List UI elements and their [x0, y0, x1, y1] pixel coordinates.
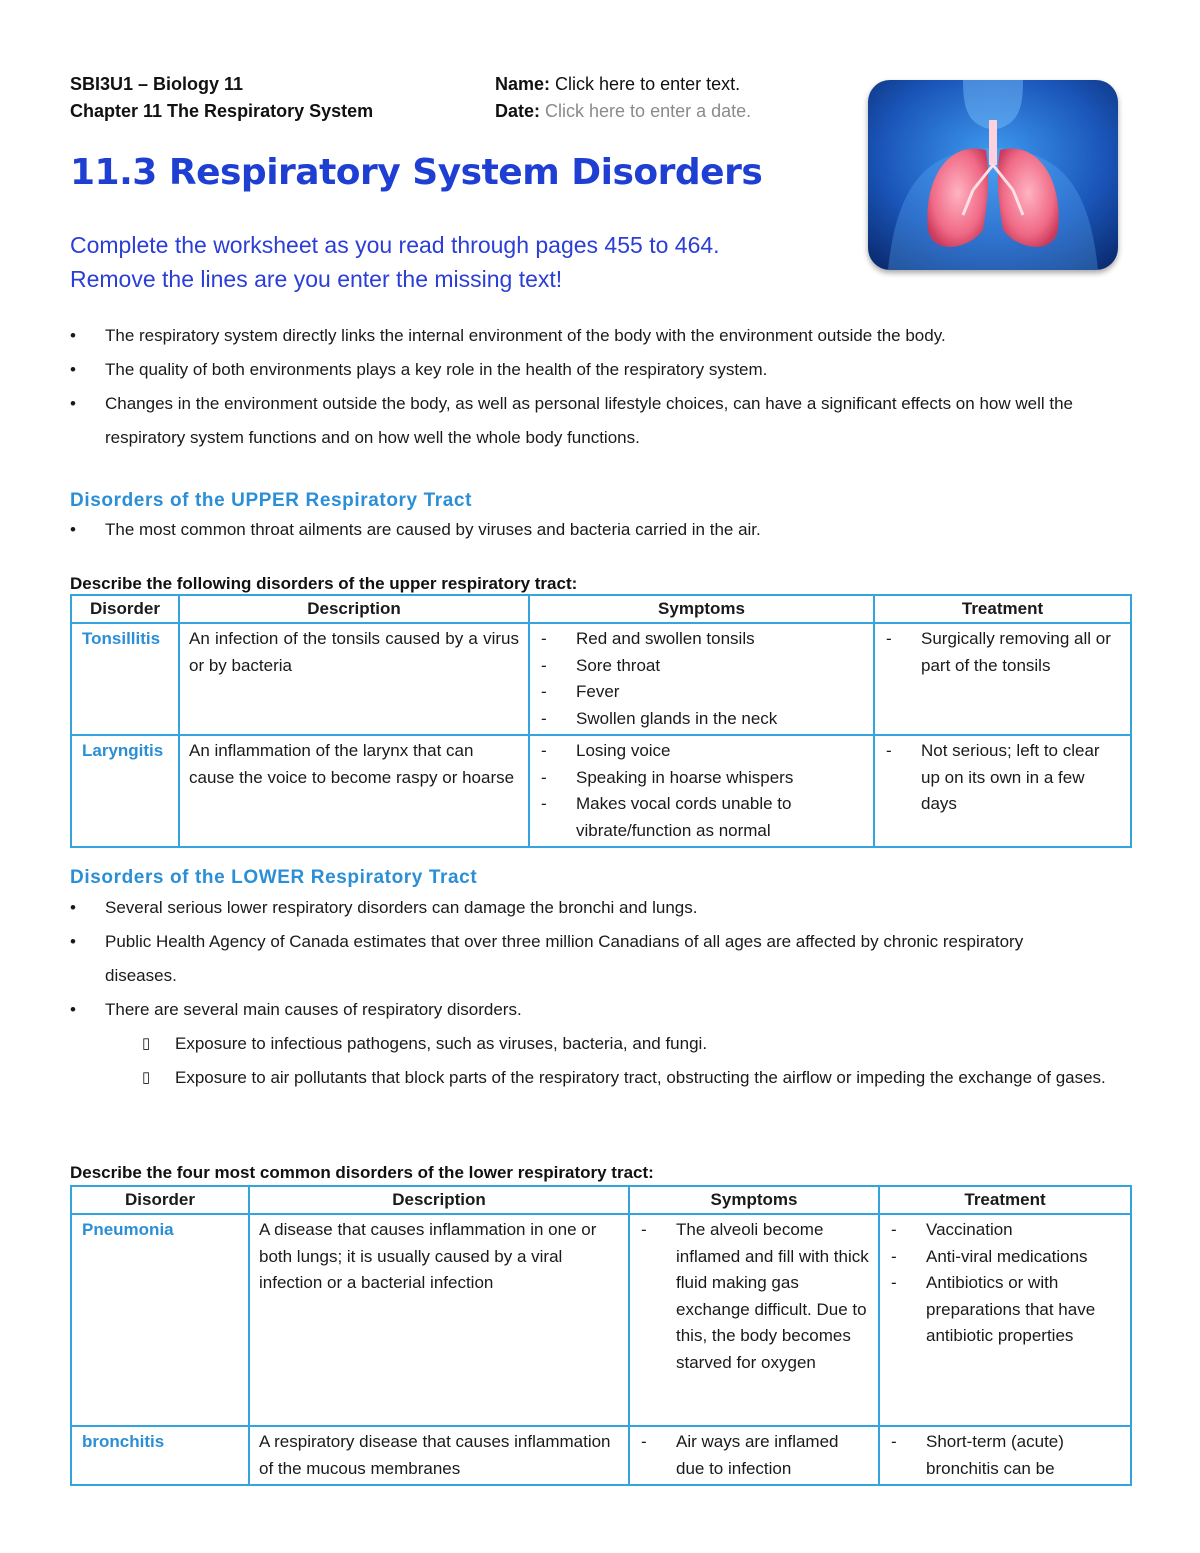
list-item: - Anti-viral medications [889, 1244, 1121, 1271]
list-item: - Red and swollen tonsils [539, 626, 864, 653]
list-item: - Short-term (acute) bronchitis can be [889, 1429, 1121, 1482]
upper-disorders-table [70, 594, 1132, 848]
list-item: • Changes in the environment outside the body, as well as personal lifestyle choices, can have a significant effects on how well the respiratory system functions and on how well the whole body functions. [70, 387, 1130, 455]
upper-bullet-list [70, 513, 1130, 547]
name-label: Name: [495, 74, 551, 94]
column-header: Description [249, 1186, 629, 1214]
disorder-treatment [879, 1214, 1131, 1426]
disorder-symptoms [529, 735, 874, 847]
column-header: Treatment [879, 1186, 1131, 1214]
upper-table-caption: Describe the following disorders of the upper respiratory tract: [70, 574, 578, 593]
list-item: • Public Health Agency of Canada estimates that over three million Canadians of all ages are affected by chronic respiratory diseases. [70, 925, 1130, 993]
table-row [71, 1214, 1131, 1426]
name-row [495, 74, 740, 95]
disorder-name: bronchitis [71, 1426, 249, 1485]
list-item: • The respiratory system directly links the internal environment of the body with the environment outside the body. [70, 319, 1130, 353]
list-item: - Vaccination [889, 1217, 1121, 1244]
lower-bullet-list [70, 891, 1130, 1027]
disorder-symptoms [629, 1214, 879, 1426]
list-item: - Antibiotics or with preparations that have antibiotic properties [889, 1270, 1121, 1350]
upper-section-heading: Disorders of the UPPER Respiratory Tract [70, 490, 472, 511]
table-header-row [71, 595, 1131, 623]
list-item: - Losing voice [539, 738, 864, 765]
disorder-description: An infection of the tonsils caused by a virus or by bacteria [179, 623, 529, 735]
table-row [71, 735, 1131, 847]
list-item: • The most common throat ailments are caused by viruses and bacteria carried in the air. [70, 513, 1130, 547]
column-header: Symptoms [529, 595, 874, 623]
column-header: Treatment [874, 595, 1131, 623]
disorder-symptoms [529, 623, 874, 735]
causes-sub-list [70, 1027, 1130, 1095]
column-header: Symptoms [629, 1186, 879, 1214]
page-title: 11.3 Respiratory System Disorders [70, 152, 763, 193]
list-item: • Several serious lower respiratory disorders can damage the bronchi and lungs. [70, 891, 1130, 925]
disorder-name: Tonsillitis [71, 623, 179, 735]
list-item: - Not serious; left to clear up on its own in a few days [884, 738, 1121, 818]
list-item: - Surgically removing all or part of the tonsils [884, 626, 1121, 679]
list-item: - Makes vocal cords unable to vibrate/function as normal [539, 791, 864, 844]
list-item: ▯ Exposure to infectious pathogens, such as viruses, bacteria, and fungi. [70, 1027, 1130, 1061]
date-field[interactable]: Click here to enter a date. [545, 101, 752, 121]
table-header-row [71, 1186, 1131, 1214]
lower-table-caption: Describe the four most common disorders of the lower respiratory tract: [70, 1163, 654, 1182]
column-header: Disorder [71, 1186, 249, 1214]
table-row [71, 1426, 1131, 1485]
list-item: - Swollen glands in the neck [539, 706, 864, 733]
list-item: • There are several main causes of respiratory disorders. [70, 993, 1130, 1027]
lungs-illustration [868, 80, 1118, 270]
list-item: - Fever [539, 679, 864, 706]
disorder-treatment [879, 1426, 1131, 1485]
disorder-treatment [874, 623, 1131, 735]
column-header: Description [179, 595, 529, 623]
list-item: • The quality of both environments plays a key role in the health of the respiratory system. [70, 353, 1130, 387]
list-item: - The alveoli become inflamed and fill with thick fluid making gas exchange difficult. Due to this, the body becomes starved for oxygen [639, 1217, 869, 1376]
list-item: - Air ways are inflamed due to infection [639, 1429, 869, 1482]
table-row [71, 623, 1131, 735]
list-item: ▯ Exposure to air pollutants that block parts of the respiratory tract, obstructing the airflow or impeding the exchange of gases. [70, 1061, 1130, 1095]
intro-line-1: Complete the worksheet as you read through pages 455 to 464. [70, 232, 720, 258]
lower-section-heading: Disorders of the LOWER Respiratory Tract [70, 867, 478, 888]
lower-disorders-table [70, 1185, 1132, 1486]
intro-line-2: Remove the lines are you enter the missing text! [70, 266, 563, 292]
disorder-name: Laryngitis [71, 735, 179, 847]
course-label: SBI3U1 – Biology 11 [70, 74, 244, 94]
date-row [495, 101, 751, 122]
name-field[interactable]: Click here to enter text. [555, 74, 741, 94]
list-item: - Sore throat [539, 653, 864, 680]
disorder-treatment [874, 735, 1131, 847]
disorder-name: Pneumonia [71, 1214, 249, 1426]
disorder-description: An inflammation of the larynx that can cause the voice to become raspy or hoarse [179, 735, 529, 847]
chapter-label: Chapter 11 The Respiratory System [70, 101, 374, 121]
date-label: Date: [495, 101, 541, 121]
column-header: Disorder [71, 595, 179, 623]
disorder-description: A respiratory disease that causes inflammation of the mucous membranes [249, 1426, 629, 1485]
disorder-symptoms [629, 1426, 879, 1485]
list-item: - Speaking in hoarse whispers [539, 765, 864, 792]
intro-bullet-list [70, 319, 1130, 455]
disorder-description: A disease that causes inflammation in one or both lungs; it is usually caused by a viral infection or a bacterial infection [249, 1214, 629, 1426]
